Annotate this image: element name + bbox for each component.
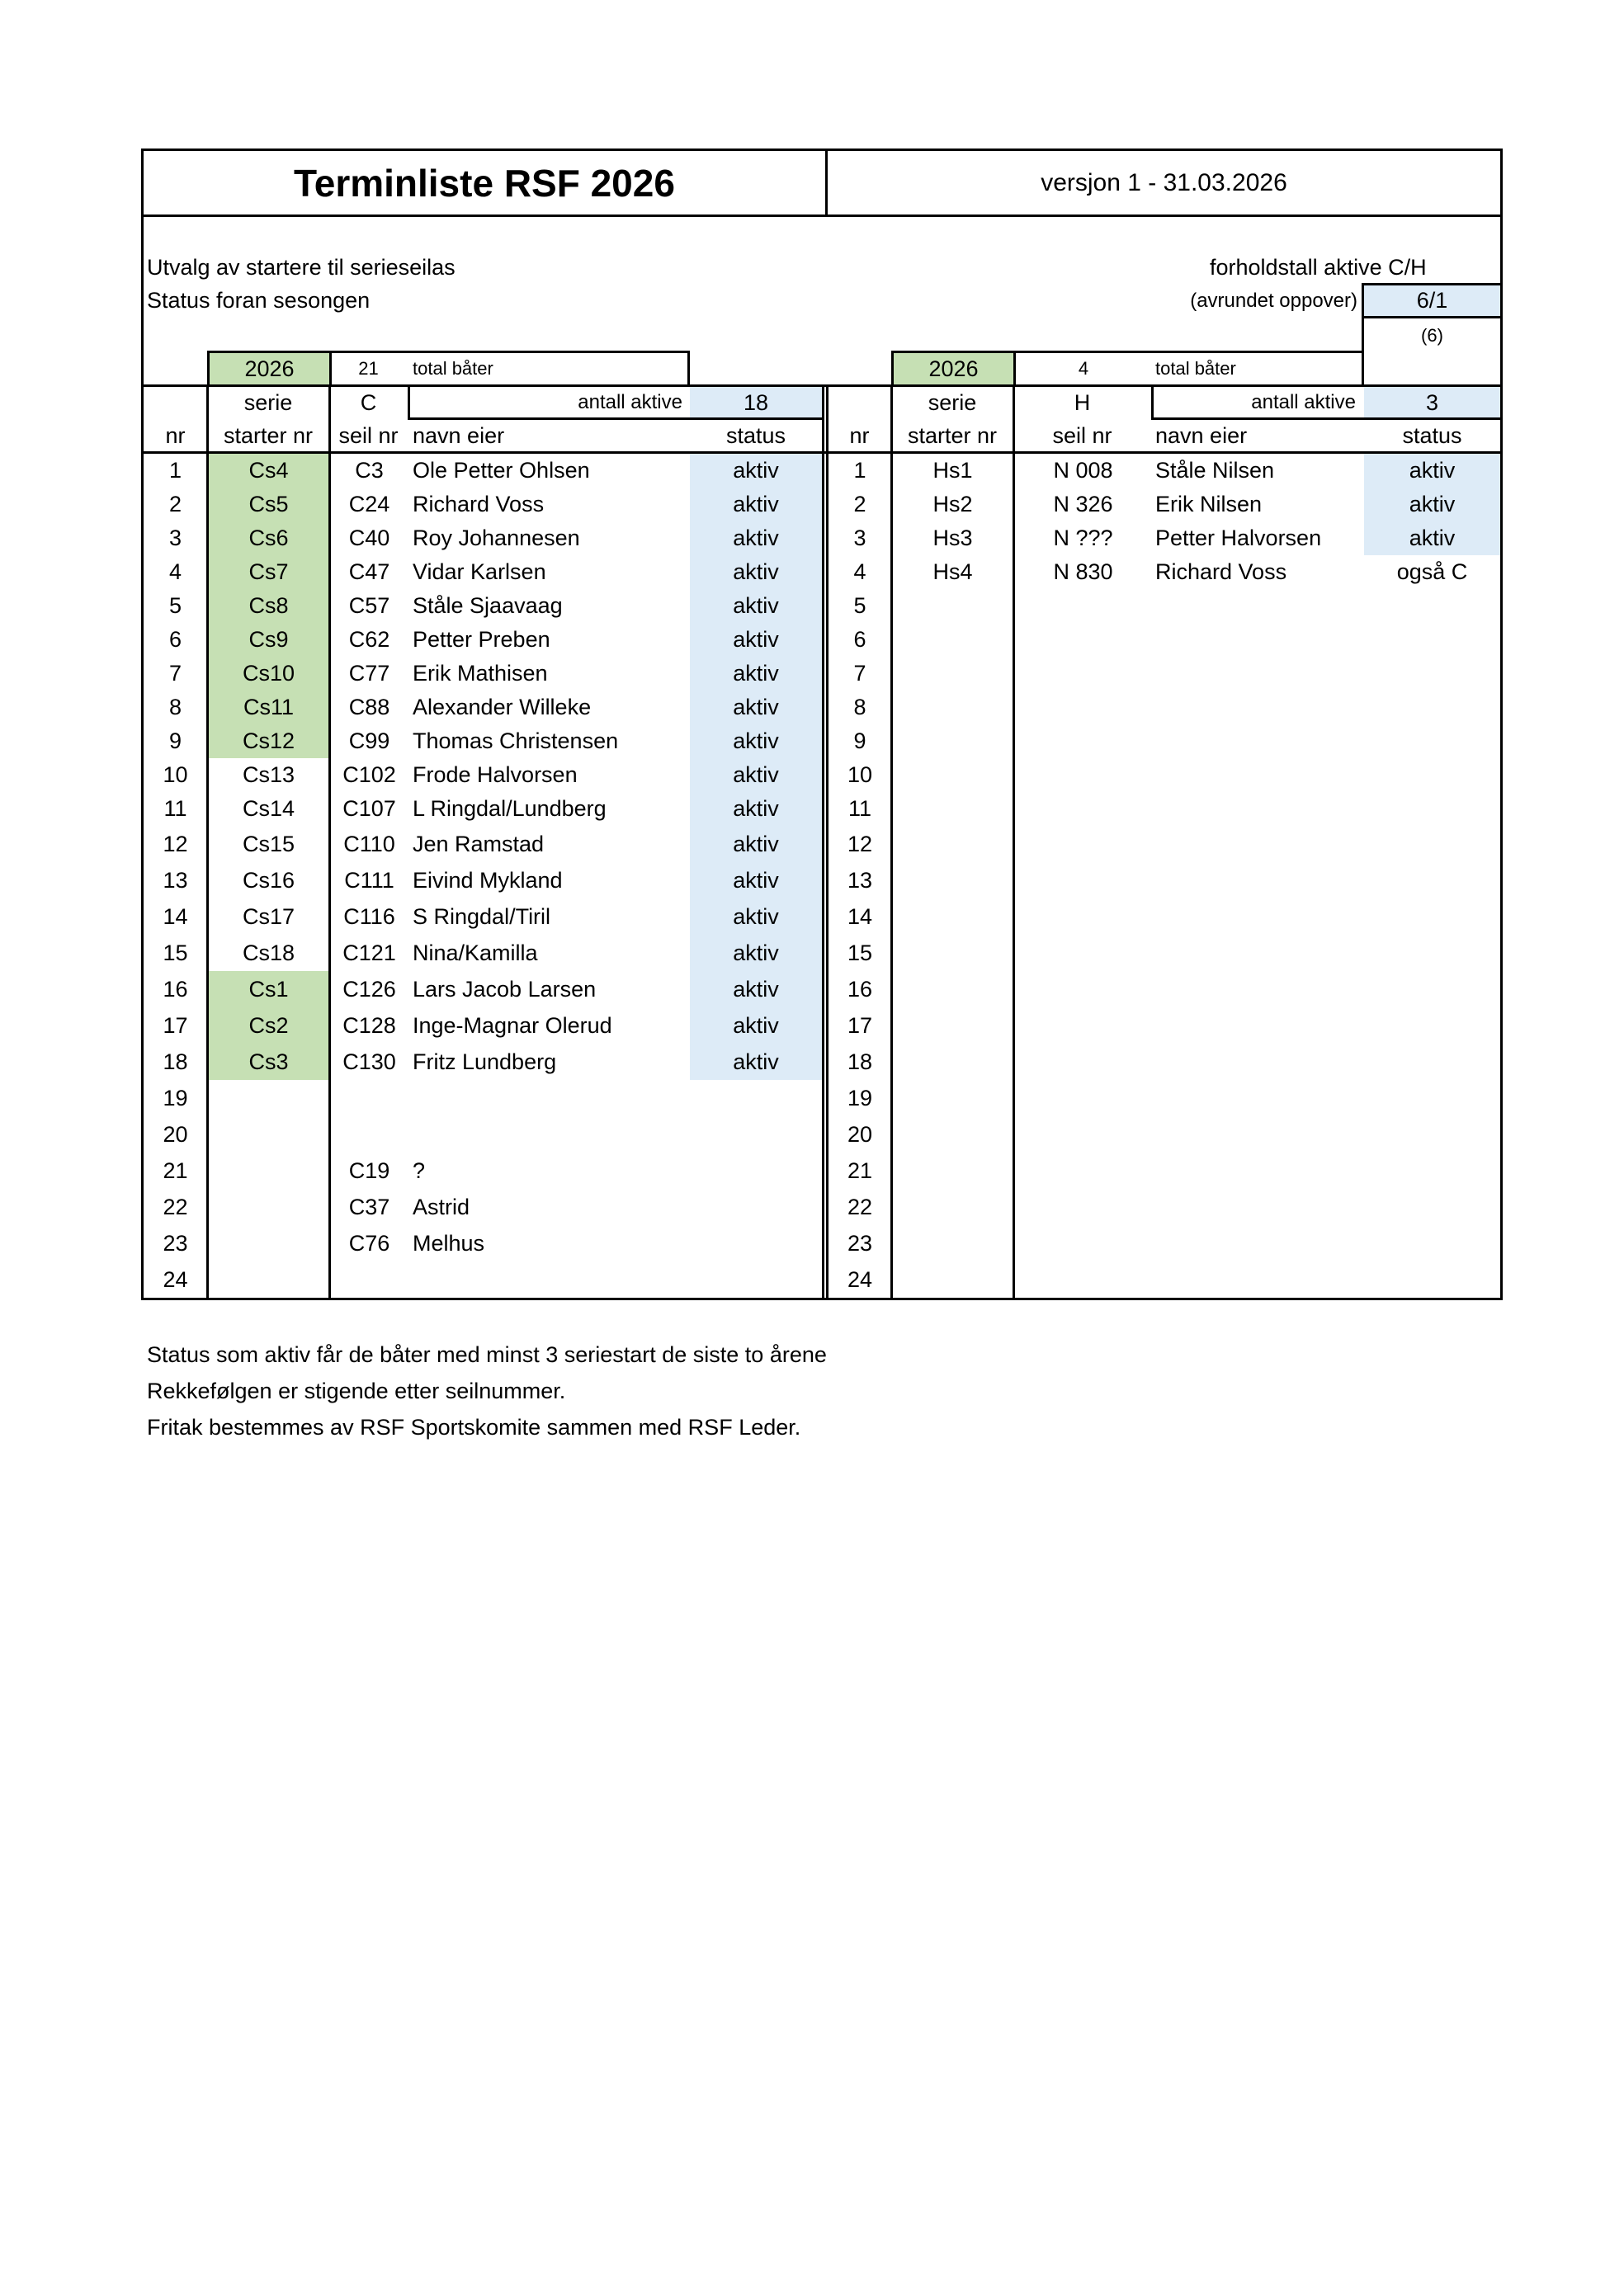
row-nr: 10 [163,762,188,787]
row-starter-nr [209,1189,328,1225]
row-navn-eier: Astrid [413,1194,470,1219]
row-status [1364,1225,1500,1261]
row-nr: 13 [847,867,873,893]
row-status: også C [1396,559,1468,584]
row-nr: 14 [847,903,873,929]
row-starter-nr [893,1044,1013,1080]
row-navn-eier: Roy Johannesen [413,526,580,550]
row-starter-nr [893,935,1013,971]
left-col-nr: nr [165,422,186,448]
row-nr: 4 [853,559,866,584]
row-starter-nr: Cs16 [242,867,295,893]
row-seil-nr [1015,724,1151,758]
row-seil-nr: C128 [342,1012,396,1038]
row-navn-eier: Ståle Sjaavaag [413,593,563,618]
note-2: Rekkefølgen er stigende etter seilnummer. [147,1379,566,1403]
row-nr: 21 [163,1157,188,1183]
row-navn-eier: Richard Voss [413,492,545,516]
row-seil-nr [1015,758,1151,792]
row-starter-nr: Cs14 [242,796,295,821]
right-serie-label: serie [928,389,977,415]
right-col-starter: starter nr [907,422,998,448]
row-navn-eier: Jen Ramstad [413,831,545,856]
row-starter-nr [893,1189,1013,1225]
row-seil-nr: C57 [348,593,390,618]
right-col-navn: navn eier [1155,422,1248,448]
row-navn-eier [1155,862,1362,898]
row-seil-nr: N ??? [1053,526,1113,550]
row-status: aktiv [1409,492,1456,516]
ratio-label: forholdstall aktive C/H [1210,255,1427,280]
row-seil-nr: C121 [342,940,396,965]
row-status: aktiv [733,762,779,787]
row-nr: 7 [853,661,866,686]
row-nr: 16 [163,976,188,1002]
row-seil-nr: C47 [348,559,390,584]
row-seil-nr: C3 [355,458,384,483]
row-starter-nr: Cs7 [248,559,289,584]
row-starter-nr [209,1225,328,1261]
row-navn-eier [1155,1153,1362,1189]
row-starter-nr: Cs4 [248,458,289,483]
row-status: aktiv [733,559,779,584]
row-seil-nr: C110 [343,831,395,856]
version-label: versjon 1 - 31.03.2026 [1041,168,1287,196]
row-navn-eier [1155,623,1362,657]
row-seil-nr [1015,826,1151,862]
row-seil-nr: C102 [342,762,396,787]
vline-right-status-top [1362,283,1364,387]
row-nr: 18 [847,1049,873,1074]
row-starter-nr [209,1080,328,1116]
row-nr: 20 [847,1121,873,1147]
row-seil-nr: C99 [348,728,390,753]
row-starter-nr [209,1116,328,1153]
row-navn-eier: ? [413,1157,426,1183]
row-seil-nr: C40 [348,526,390,550]
row-starter-nr: Hs1 [932,458,973,483]
row-nr: 12 [163,831,188,856]
row-navn-eier [1155,826,1362,862]
row-status [1364,862,1500,898]
row-nr: 13 [163,867,188,893]
row-seil-nr [1015,1261,1151,1298]
row-seil-nr [1015,935,1151,971]
intro-line-1: Utvalg av startere til serieseilas [147,255,456,280]
row-seil-nr: C130 [342,1049,396,1074]
row-seil-nr: C111 [344,867,394,893]
row-navn-eier [1155,724,1362,758]
row-status [1364,758,1500,792]
row-status: aktiv [733,976,779,1002]
row-nr: 3 [168,526,182,550]
row-navn-eier: Lars Jacob Larsen [413,976,597,1002]
row-status: aktiv [733,492,779,516]
row-starter-nr [893,1080,1013,1116]
row-seil-nr [1015,1189,1151,1225]
left-active-count: 18 [743,389,769,415]
row-status [1364,1044,1500,1080]
row-navn-eier: Alexander Willeke [413,695,592,719]
row-starter-nr [893,1225,1013,1261]
row-navn-eier: Erik Nilsen [1155,492,1263,516]
row-nr: 22 [163,1194,188,1219]
row-seil-nr [1015,657,1151,691]
row-status: aktiv [733,796,779,821]
row-navn-eier [413,1080,685,1116]
right-active-count: 3 [1425,389,1439,415]
row-seil-nr: N 326 [1053,492,1113,516]
row-starter-nr [893,1261,1013,1298]
row-status [1364,935,1500,971]
ratio-value: 6/1 [1362,283,1503,318]
row-seil-nr [1015,623,1151,657]
row-nr: 17 [163,1012,188,1038]
row-navn-eier [1155,898,1362,935]
row-seil-nr: N 008 [1053,458,1113,483]
row-navn-eier: Frode Halvorsen [413,762,578,787]
row-starter-nr [209,1153,328,1189]
row-navn-eier: S Ringdal/Tiril [413,903,551,929]
row-status [1364,1261,1500,1298]
row-seil-nr [1015,691,1151,724]
row-navn-eier [1155,1044,1362,1080]
row-nr: 10 [847,762,873,787]
row-seil-nr [1015,1153,1151,1189]
right-col-seil: seil nr [1052,422,1112,448]
row-nr: 21 [847,1157,873,1183]
row-nr: 19 [847,1085,873,1110]
row-nr: 5 [853,593,866,618]
row-navn-eier: Petter Halvorsen [1155,526,1322,550]
row-nr: 23 [163,1230,188,1256]
left-serie-label: serie [243,389,293,415]
row-seil-nr: C107 [342,796,396,821]
row-status [1364,657,1500,691]
right-year: 2026 [891,351,1013,387]
row-seil-nr [1015,589,1151,623]
row-navn-eier [1155,1007,1362,1044]
row-seil-nr [331,1080,408,1116]
left-year: 2026 [207,351,329,387]
row-status [1364,1007,1500,1044]
row-nr: 3 [853,526,866,550]
row-starter-nr [893,724,1013,758]
row-status [1364,589,1500,623]
row-seil-nr [1015,1044,1151,1080]
note-3: Fritak bestemmes av RSF Sportskomite sammen med RSF Leder. [147,1415,801,1440]
row-status: aktiv [733,526,779,550]
row-navn-eier [1155,1261,1362,1298]
row-starter-nr [893,691,1013,724]
row-navn-eier: Erik Mathisen [413,661,548,686]
row-nr: 8 [168,695,182,719]
row-status: aktiv [733,627,779,652]
row-starter-nr: Cs5 [248,492,289,516]
row-nr: 22 [847,1194,873,1219]
row-starter-nr [893,1007,1013,1044]
row-status [1364,1189,1500,1225]
row-nr: 6 [168,627,182,652]
row-starter-nr: Cs12 [242,728,295,753]
row-navn-eier [1155,589,1362,623]
row-seil-nr [1015,862,1151,898]
row-status: aktiv [733,1049,779,1074]
row-seil-nr [1015,792,1151,826]
row-status [1364,1080,1500,1116]
row-starter-nr [893,623,1013,657]
row-navn-eier: Fritz Lundberg [413,1049,557,1074]
row-nr: 5 [168,593,182,618]
row-starter-nr [209,1261,328,1298]
row-status: aktiv [733,1012,779,1038]
row-seil-nr [1015,1080,1151,1116]
row-status: aktiv [733,593,779,618]
left-col-navn: navn eier [413,422,505,448]
row-navn-eier [1155,971,1362,1007]
row-seil-nr [1015,898,1151,935]
row-nr: 2 [853,492,866,516]
right-class-label: H [1074,389,1091,415]
row-navn-eier [1155,758,1362,792]
row-status: aktiv [733,661,779,686]
row-nr: 9 [168,728,182,753]
row-navn-eier: Nina/Kamilla [413,940,538,965]
row-starter-nr: Hs2 [932,492,973,516]
page-title: Terminliste RSF 2026 [294,161,675,205]
left-col-seil: seil nr [338,422,399,448]
row-navn-eier: Ole Petter Ohlsen [413,458,590,483]
row-nr: 9 [853,728,866,753]
row-starter-nr [893,1116,1013,1153]
row-navn-eier [413,1116,685,1153]
row-navn-eier: Vidar Karlsen [413,559,546,584]
row-status [1364,792,1500,826]
row-nr: 17 [847,1012,873,1038]
row-status: aktiv [1409,458,1456,483]
row-status [1364,898,1500,935]
row-starter-nr: Cs13 [242,762,295,787]
row-status [1364,1153,1500,1189]
row-nr: 15 [163,940,188,965]
row-nr: 23 [847,1230,873,1256]
row-seil-nr [1015,1116,1151,1153]
row-nr: 2 [168,492,182,516]
row-starter-nr [893,826,1013,862]
row-navn-eier: L Ringdal/Lundberg [413,796,607,821]
row-navn-eier [413,1261,685,1298]
row-starter-nr [893,589,1013,623]
right-total-count: 4 [1078,358,1089,379]
row-status [1364,724,1500,758]
row-navn-eier: Richard Voss [1155,559,1287,584]
row-seil-nr [1015,971,1151,1007]
row-status [1364,691,1500,724]
row-seil-nr: C77 [348,661,390,686]
row-nr: 12 [847,831,873,856]
row-status [690,1225,822,1261]
row-starter-nr [893,862,1013,898]
row-seil-nr [1015,1225,1151,1261]
row-seil-nr [331,1116,408,1153]
row-navn-eier: Inge-Magnar Olerud [413,1012,612,1038]
row-starter-nr [893,657,1013,691]
row-nr: 1 [853,458,866,483]
row-seil-nr [1015,1007,1151,1044]
row-status [1364,1116,1500,1153]
row-starter-nr: Cs1 [248,976,289,1002]
title-row-divider [141,215,1503,217]
row-status [1364,826,1500,862]
ratio-note: (6) [1421,325,1443,346]
row-nr: 15 [847,940,873,965]
left-total-label: total båter [413,358,493,379]
row-nr: 18 [163,1049,188,1074]
row-nr: 16 [847,976,873,1002]
row-nr: 20 [163,1121,188,1147]
row-seil-nr: N 830 [1053,559,1113,584]
row-starter-nr: Cs17 [242,903,295,929]
row-seil-nr: C37 [348,1194,390,1219]
left-active-label: antall aktive [578,391,682,413]
left-class-label: C [360,389,377,415]
row-navn-eier: Ståle Nilsen [1155,458,1275,483]
row-nr: 24 [847,1266,873,1292]
row-nr: 24 [163,1266,188,1292]
row-nr: 6 [853,627,866,652]
row-status [1364,971,1500,1007]
row-starter-nr: Hs4 [932,559,973,584]
right-total-label: total båter [1155,358,1236,379]
row-starter-nr: Cs9 [248,627,289,652]
intro-line-2: Status foran sesongen [147,288,371,313]
row-status: aktiv [733,728,779,753]
row-starter-nr: Cs15 [242,831,295,856]
row-status [690,1189,822,1225]
row-status: aktiv [733,867,779,893]
row-starter-nr: Cs6 [248,526,289,550]
row-navn-eier: Petter Preben [413,627,550,652]
row-status: aktiv [733,695,779,719]
row-seil-nr: C116 [343,903,395,929]
row-navn-eier [1155,1080,1362,1116]
row-status: aktiv [733,831,779,856]
row-starter-nr: Cs8 [248,593,289,618]
row-starter-nr [893,1153,1013,1189]
row-navn-eier [1155,1225,1362,1261]
row-starter-nr: Cs18 [242,940,295,965]
row-starter-nr: Hs3 [932,526,973,550]
row-nr: 4 [168,559,182,584]
right-active-label: antall aktive [1251,391,1356,413]
vline-middle-1 [822,384,824,1300]
row-starter-nr [893,898,1013,935]
row-seil-nr [331,1261,408,1298]
row-seil-nr: C19 [348,1157,390,1183]
left-col-status: status [725,422,786,448]
row-navn-eier [1155,1116,1362,1153]
right-col-nr: nr [849,422,870,448]
row-status [690,1116,822,1153]
ratio-sub-label: (avrundet oppover) [1190,290,1357,312]
row-navn-eier: Eivind Mykland [413,867,563,893]
row-navn-eier [1155,935,1362,971]
left-total-count: 21 [358,358,379,379]
row-status [1364,623,1500,657]
row-navn-eier [1155,1189,1362,1225]
row-seil-nr: C62 [348,627,390,652]
row-status [690,1261,822,1298]
row-starter-nr: Cs10 [242,661,295,686]
row-nr: 14 [163,903,188,929]
right-col-status: status [1402,422,1462,448]
row-status: aktiv [733,458,779,483]
row-navn-eier [1155,657,1362,691]
row-seil-nr: C126 [342,976,396,1002]
row-status [690,1153,822,1189]
row-starter-nr: Cs2 [248,1012,289,1038]
row-navn-eier [1155,691,1362,724]
row-navn-eier [1155,792,1362,826]
row-nr: 11 [847,796,872,821]
note-1: Status som aktiv får de båter med minst 3 seriestart de siste to årene [147,1342,827,1367]
row-nr: 19 [163,1085,188,1110]
row-nr: 11 [163,796,187,821]
row-starter-nr: Cs11 [243,695,295,719]
row-seil-nr: C76 [348,1230,390,1256]
row-status: aktiv [733,940,779,965]
row-starter-nr [893,792,1013,826]
row-starter-nr: Cs3 [248,1049,289,1074]
row-navn-eier: Melhus [413,1230,485,1256]
row-status: aktiv [1409,526,1456,550]
row-status: aktiv [733,903,779,929]
row-status [690,1080,822,1116]
row-nr: 1 [168,458,182,483]
row-nr: 7 [168,661,182,686]
row-seil-nr: C24 [348,492,390,516]
row-starter-nr [893,758,1013,792]
left-col-starter: starter nr [223,422,314,448]
row-starter-nr [893,971,1013,1007]
row-navn-eier: Thomas Christensen [413,728,619,753]
row-seil-nr: C88 [348,695,390,719]
row-nr: 8 [853,695,866,719]
